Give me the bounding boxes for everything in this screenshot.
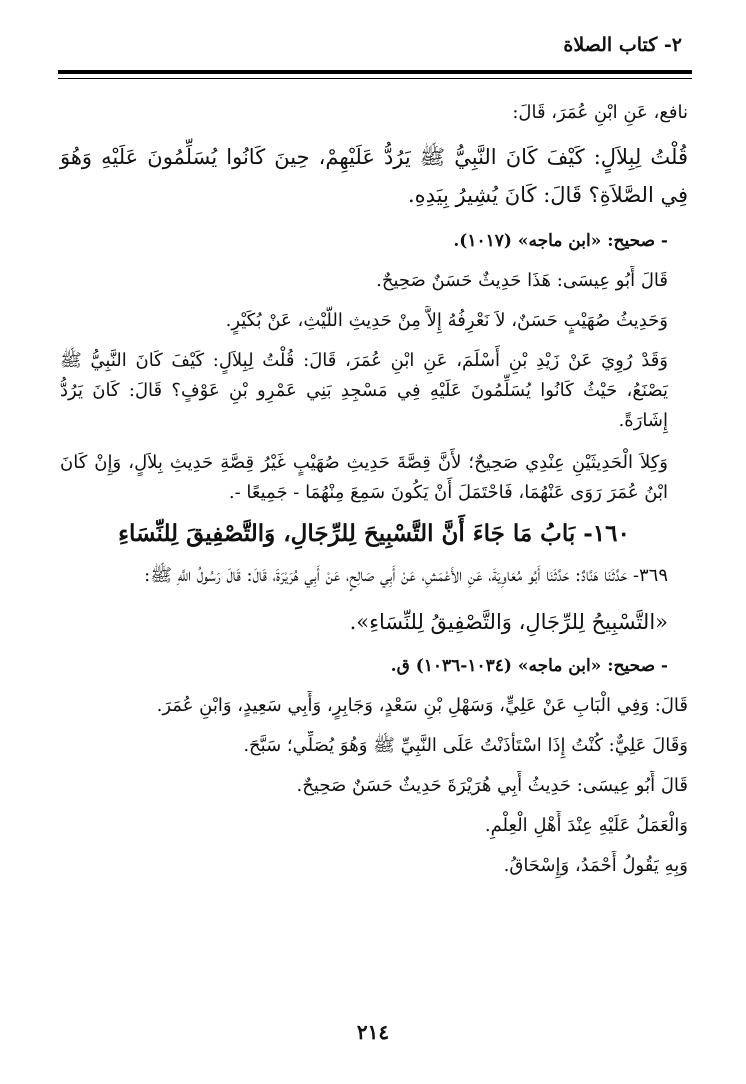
commentary-paragraph: وَقَدْ رُوِيَ عَنْ زَيْدِ بْنِ أَسْلَمَ، عَنِ ابْنِ عُمَرَ، قَالَ: قُلْتُ لِبِلاَلٍ: كَيْفَ كَانَ النَّبِيُّ ﷺ يَصْنَعُ، حَيْثُ كَانُوا يُسَلِّمُونَ عَلَيْهِ فِي مَسْجِدِ بَنِي عَمْرِو بْنِ عَوْفٍ؟ قَالَ: كَانَ يَرُدُّ إِشَارَةً. [60, 350, 668, 431]
hadith-text: «التَّسْبِيحُ لِلرِّجَالِ، وَالتَّصْفِيقُ لِلنِّسَاءِ». [349, 610, 668, 634]
commentary-line: وَبِهِ يَقُولُ أَحْمَدُ، وَإِسْحَاقُ. [503, 855, 688, 876]
commentary-line: وَحَدِيثُ صُهَيْبٍ حَسَنٌ، لاَ نَعْرِفُهُ إِلاَّ مِنْ حَدِيثِ اللَّيْثِ، عَنْ بُكَيْرٍ. [225, 310, 668, 331]
chapter-title: ١٦٠- بَابُ مَا جَاءَ أَنَّ التَّسْبِيحَ لِلرِّجَالِ، وَالتَّصْفِيقَ لِلنِّسَاءِ [118, 520, 630, 547]
narrator-line: نافع، عَنِ ابْنِ عُمَرَ، قَالَ: [512, 102, 688, 123]
commentary-paragraph: وَكِلاَ الْحَدِيثَيْنِ عِنْدِي صَحِيحٌ؛ لأَنَّ قِصَّةَ حَدِيثِ صُهَيْبٍ غَيْرُ قِصَّةِ حَدِيثِ بِلاَلٍ، وَإِنْ كَانَ ابْنُ عُمَرَ رَوَى عَنْهُمَا، فَاحْتَمَلَ أَنْ يَكُونَ سَمِعَ مِنْهُمَا - جَمِيعًا -. [60, 452, 668, 503]
header-rule [58, 70, 692, 74]
hadith-grade: - صحيح: «ابن ماجه» (١٠٣٤-١٠٣٦) ق. [390, 656, 668, 676]
commentary-line: وَالْعَمَلُ عَلَيْهِ عِنْدَ أَهْلِ الْعِلْمِ. [484, 815, 688, 836]
page-body [60, 98, 688, 891]
commentary-line: قَالَ: وَفِي الْبَابِ عَنْ عَلِيٍّ، وَسَهْلِ بْنِ سَعْدٍ، وَجَابِرٍ، وَأَبِي سَعِيدٍ، وَابْنِ عُمَرَ. [156, 695, 688, 716]
hadith-grade: - صحيح: «ابن ماجه» (١٠١٧). [453, 231, 668, 251]
commentary-line: قَالَ أَبُو عِيسَى: حَدِيثُ أَبِي هُرَيْرَةَ حَدِيثٌ حَسَنٌ صَحِيحٌ. [296, 775, 688, 796]
commentary-line: وَقَالَ عَلِيٌّ: كُنْتُ إِذَا اسْتَأْذَنْتُ عَلَى النَّبِيِّ ﷺ وَهُوَ يُصَلِّي؛ سَبَّحَ. [243, 735, 688, 756]
isnad-paragraph: ٣٦٩- حَدَّثَنَا هَنَّادٌ: حَدَّثَنَا أَبُو مُعَاوِيَةَ، عَنِ الأَعْمَشِ، عَنْ أَبِي صَالِحٍ، عَنْ أَبِي هُرَيْرَةَ، قَالَ: قَالَ رَسُولُ اللَّهِ ﷺ: [144, 565, 668, 586]
page-number: ٢١٤ [356, 1020, 390, 1044]
commentary-line: قَالَ أَبُو عِيسَى: هَذَا حَدِيثٌ حَسَنٌ صَحِيحٌ. [376, 270, 668, 291]
hadith-text: قُلْتُ لِبِلاَلٍ: كَيْفَ كَانَ النَّبِيُّ ﷺ يَرُدُّ عَلَيْهِمْ، حِينَ كَانُوا يُسَلِّمُونَ عَلَيْهِ وَهُوَ فِي الصَّلاَةِ؟ قَالَ: كَانَ يُشِيرُ بِيَدِهِ. [60, 145, 688, 207]
running-header: ٢- كتاب الصلاة [563, 34, 682, 56]
header-rule-thin [58, 78, 692, 79]
